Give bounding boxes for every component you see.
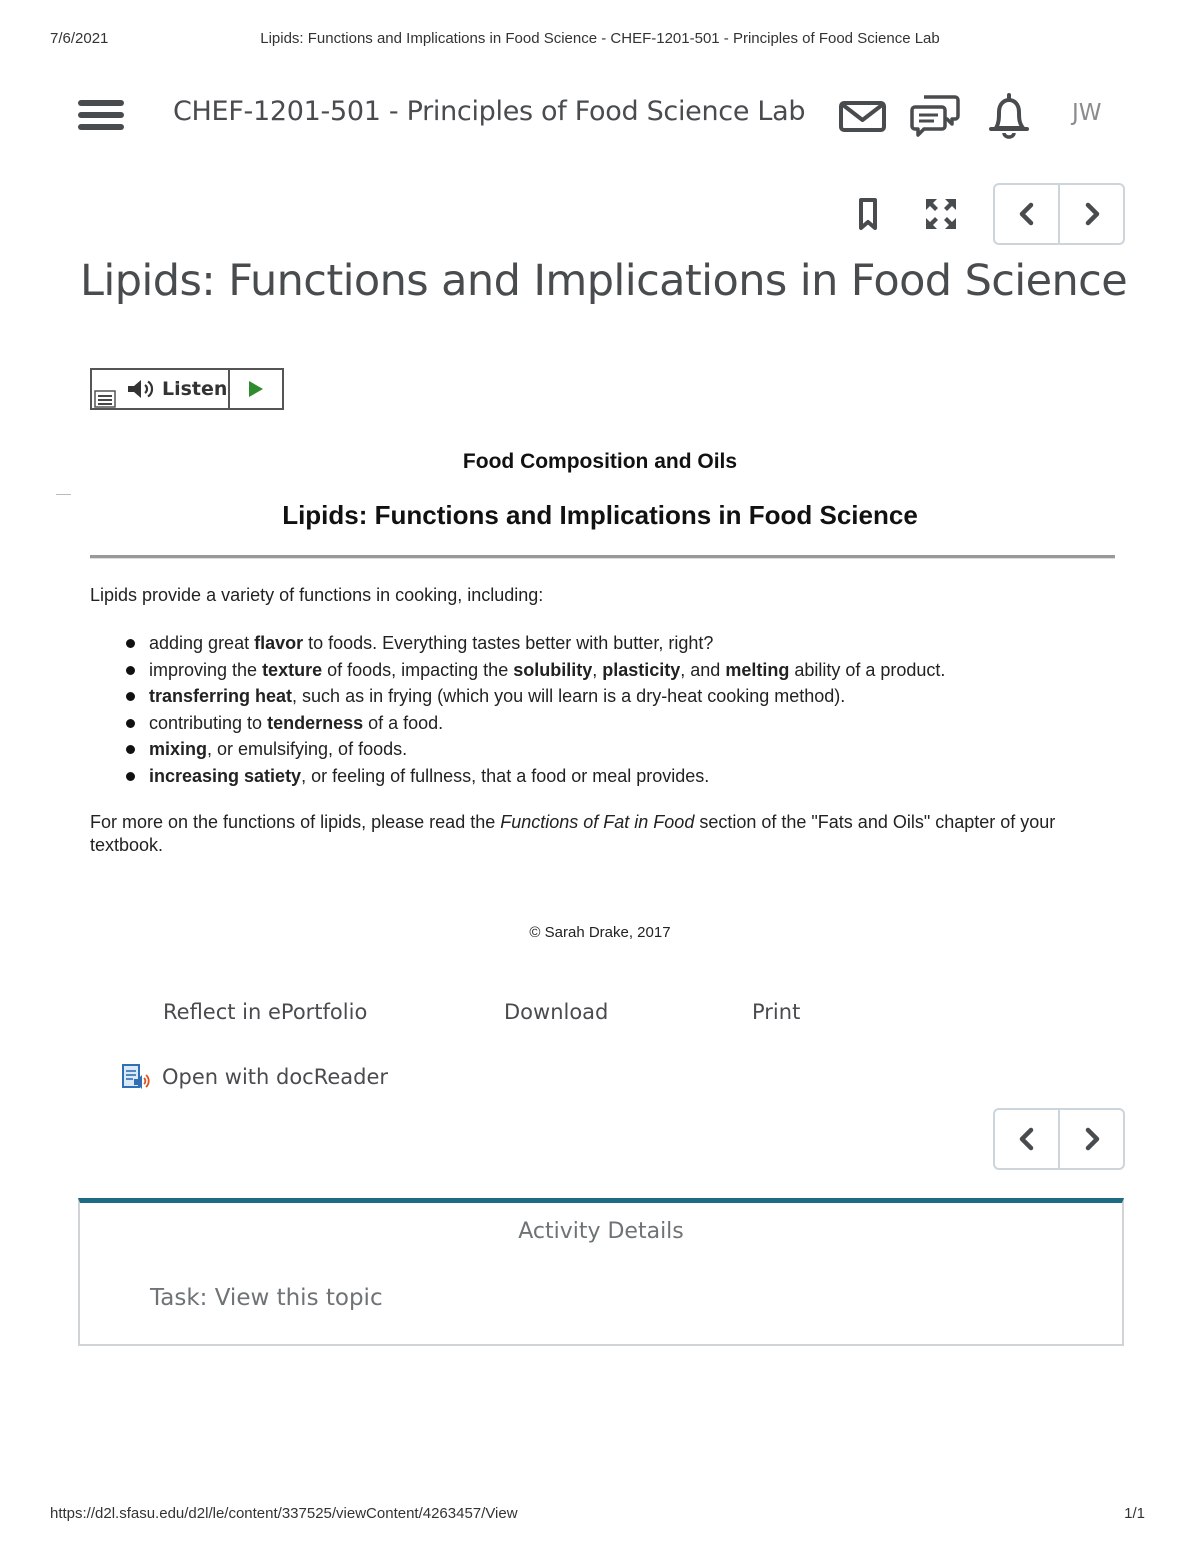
speaker-icon xyxy=(126,378,156,400)
fullscreen-icon[interactable] xyxy=(923,196,959,232)
chevron-right-icon xyxy=(1082,202,1102,226)
reflect-eportfolio-link[interactable]: Reflect in ePortfolio xyxy=(163,1000,368,1024)
prev-topic-button[interactable] xyxy=(995,185,1058,243)
activity-details-title: Activity Details xyxy=(518,1219,684,1244)
sub-heading: Food Composition and Oils xyxy=(462,450,738,473)
print-url: https://d2l.sfasu.edu/d2l/le/content/337525/viewContent/4263457/View xyxy=(50,1505,518,1522)
mail-icon[interactable] xyxy=(838,90,888,140)
docreader-icon xyxy=(120,1062,150,1092)
topic-nav-bottom xyxy=(993,1108,1125,1170)
list-item: adding great flavor to foods. Everything tastes better with butter, right? xyxy=(90,630,945,657)
hamburger-icon[interactable] xyxy=(78,100,124,132)
chat-icon[interactable] xyxy=(910,90,960,140)
activity-task: Task: View this topic xyxy=(150,1285,383,1311)
bookmark-icon[interactable] xyxy=(850,196,886,232)
next-topic-button[interactable] xyxy=(1058,185,1123,243)
list-item: mixing, or emulsifying, of foods. xyxy=(90,736,945,763)
activity-details-panel xyxy=(78,1198,1124,1346)
chevron-right-icon xyxy=(1082,1127,1102,1151)
bell-icon[interactable] xyxy=(985,90,1035,140)
chevron-left-icon xyxy=(1017,1127,1037,1151)
textbook-section-title: Functions of Fat in Food xyxy=(500,812,695,832)
prev-topic-button-bottom[interactable] xyxy=(995,1110,1058,1168)
list-item: increasing satiety, or feeling of fullness, that a food or meal provides. xyxy=(90,763,945,790)
listen-menu-icon[interactable] xyxy=(94,390,116,408)
page-title: Lipids: Functions and Implications in Food Science xyxy=(80,256,1128,306)
print-page-number: 1/1 xyxy=(1124,1505,1145,1522)
list-item: improving the texture of foods, impacting the solubility, plasticity, and melting ability of a product. xyxy=(90,657,945,684)
chevron-left-icon xyxy=(1017,202,1037,226)
print-link[interactable]: Print xyxy=(752,1000,801,1024)
list-item: transferring heat, such as in frying (which you will learn is a dry-heat cooking method). xyxy=(90,683,945,710)
divider-mark xyxy=(56,494,71,495)
course-title[interactable]: CHEF-1201-501 - Principles of Food Science Lab xyxy=(173,96,806,127)
docreader-label: Open with docReader xyxy=(162,1065,389,1089)
intro-text: Lipids provide a variety of functions in cooking, including: xyxy=(90,585,544,605)
copyright: © Sarah Drake, 2017 xyxy=(529,924,671,941)
play-button[interactable] xyxy=(228,370,282,408)
print-date: 7/6/2021 xyxy=(50,30,109,47)
play-icon xyxy=(247,379,265,399)
next-topic-button-bottom[interactable] xyxy=(1058,1110,1123,1168)
listen-widget xyxy=(90,368,284,410)
open-docreader-link[interactable] xyxy=(120,1062,388,1092)
functions-list xyxy=(90,630,945,790)
print-title: Lipids: Functions and Implications in Food Science - CHEF-1201-501 - Principles of Food Science Lab xyxy=(260,30,940,47)
user-initials[interactable]: JW xyxy=(1072,100,1102,126)
further-reading-text: For more on the functions of lipids, please read the Functions of Fat in Food section of the "Fats and Oils" chapter of your textbook. xyxy=(90,812,1056,855)
list-item: contributing to tenderness of a food. xyxy=(90,710,945,737)
listen-button[interactable] xyxy=(92,370,228,408)
content-heading: Lipids: Functions and Implications in Food Science xyxy=(282,500,918,530)
listen-label: Listen xyxy=(162,378,228,400)
download-link[interactable]: Download xyxy=(504,1000,609,1024)
heading-divider xyxy=(90,555,1115,559)
topic-nav-top xyxy=(993,183,1125,245)
